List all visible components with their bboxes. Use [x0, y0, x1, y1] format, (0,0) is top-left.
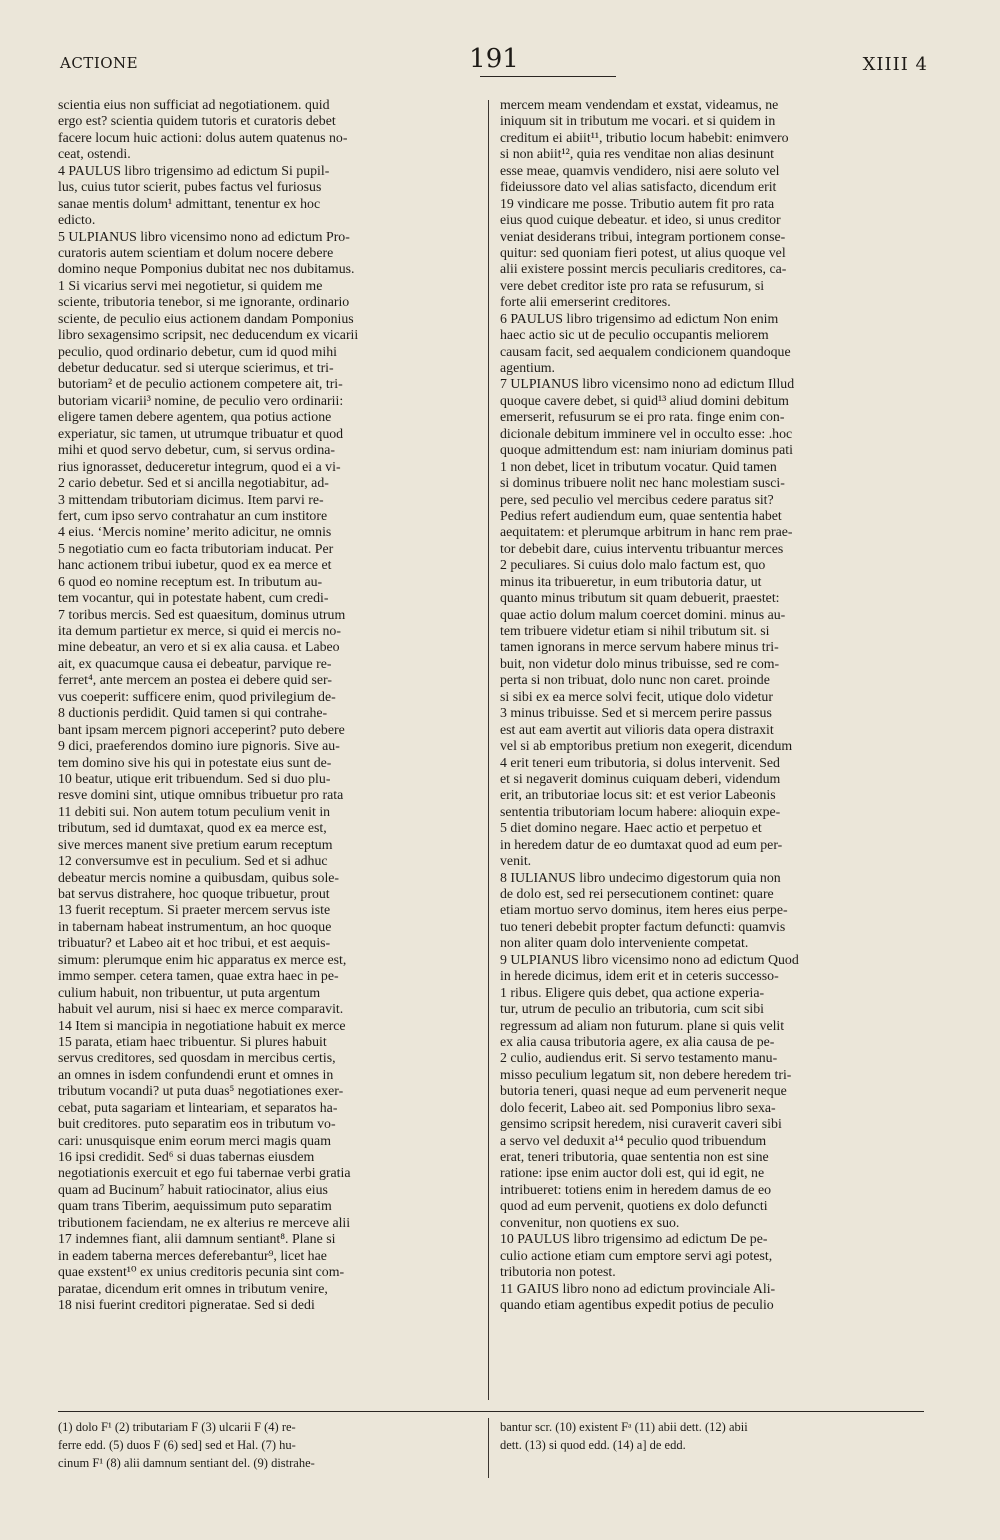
text-line: habuit vel aurum, nisi si haec ex merce comparavit.	[58, 1001, 344, 1017]
text-line: an omnes in isdem confundendi erunt et omnes in	[58, 1066, 334, 1082]
text-line: 1 Si vicarius servi mei negotietur, si quidem me	[58, 277, 323, 293]
running-title: ACTIONE	[60, 54, 139, 72]
text-line: 4 erit teneri eum tributoria, si dolus intervenit. Sed	[500, 754, 780, 770]
text-line: 7 ULPIANUS libro vicensimo nono ad edictum Illud	[500, 376, 795, 392]
text-line: fert, cum ipso servo contrahatur an cum institore	[58, 507, 328, 523]
header-rule	[480, 76, 616, 77]
text-line: alii existere possint mercis peculiaris creditores, ca-	[500, 261, 787, 277]
text-line: mine debeatur, an vero et si ex alia causa. et Labeo	[58, 639, 340, 655]
text-line: peculio, quod ordinario debetur, cum id quod mihi	[58, 343, 337, 359]
text-line: erit, an tributoriae locus sit: et est verior Labeonis	[500, 787, 776, 803]
text-line: eius quod cuique debeatur. et ideo, si unus creditor	[500, 212, 781, 228]
text-line: tributum vocandi? ut puta duas⁵ negotiationes exer-	[58, 1083, 344, 1099]
text-line: 5 negotiatio cum eo facta tributoriam inducat. Per	[58, 540, 334, 556]
text-line: 6 PAULUS libro trigensimo ad edictum Non enim	[500, 310, 779, 326]
text-line: et si negaverit dominus cuiquam deberi, videndum	[500, 770, 781, 786]
text-line: sanae mentis dolum¹ admittant, tenentur ex hoc	[58, 195, 321, 211]
right-text-column	[500, 97, 924, 1313]
text-line: intribueret: totiens enim in heredem damus de eo	[500, 1181, 772, 1197]
text-line: quae actio dolum malum coercet domini. minus au-	[500, 606, 786, 622]
text-line: ita demum partietur ex merce, si quid ei mercis no-	[58, 623, 341, 638]
text-line: si dominus tribuere nolit nec hanc molestiam susci-	[500, 475, 785, 491]
text-line: forte alii emerserint creditores.	[500, 294, 671, 310]
footnote-rule	[58, 1411, 924, 1412]
text-line: mihi et quod servo debetur, cum, si servus ordina-	[58, 442, 336, 458]
text-line: sciente, tributoria tenebor, si me ignorante, ordinario	[58, 294, 350, 310]
text-line: 4 eius. ‘Mercis nomine’ merito adicitur, ne omnis	[58, 524, 332, 540]
footnote-line: bantur scr. (10) existent Fᵃ (11) abii dett. (12) abii	[500, 1420, 748, 1434]
text-line: edicto.	[58, 212, 96, 228]
text-line: 5 diet domino negare. Haec actio et perpetuo et	[500, 820, 762, 836]
section-number: XIIII 4	[862, 54, 928, 75]
text-line: 3 mittendam tributoriam dicimus. Item parvi re-	[58, 491, 324, 507]
text-line: 13 fuerit receptum. Si praeter mercem servus iste	[58, 902, 331, 918]
text-line: butoriam² et de peculio actionem competere ait, tri-	[58, 376, 343, 392]
text-line: servus creditores, sed quosdam in mercibus certis,	[58, 1050, 336, 1066]
text-line: venit.	[500, 853, 532, 869]
text-line: sive merces manent sive pretium earum receptum	[58, 836, 333, 852]
text-line: cari: unusquisque enim eorum merci magis quam	[58, 1132, 331, 1148]
text-line: in eadem taberna merces deferebantur⁹, licet hae	[58, 1247, 327, 1263]
text-line: 11 GAIUS libro nono ad edictum provinciale Ali-	[500, 1280, 776, 1296]
text-line: in herede dicimus, idem erit et in ceteris successo-	[500, 968, 779, 984]
text-line: 4 PAULUS libro trigensimo ad edictum Si pupil-	[58, 162, 330, 178]
text-line: 1 non debet, licet in tributum vocatur. Quid tamen	[500, 458, 777, 474]
text-line: ergo est? scientia quidem tutoris et curatoris debet	[58, 113, 336, 129]
left-text-column	[58, 97, 476, 1313]
text-line: 11 debiti sui. Non autem totum peculium venit in	[58, 803, 331, 819]
text-line: butoriam vicarii³ nomine, de peculio vero ordinarii:	[58, 392, 344, 408]
text-line: 5 ULPIANUS libro vicensimo nono ad edictum Pro-	[58, 228, 350, 244]
text-line: 3 minus tribuisse. Sed et si mercem perire passus	[500, 705, 772, 721]
footnote-line: dett. (13) si quod edd. (14) a] de edd.	[500, 1438, 686, 1452]
text-line: fideiussore dato vel alias satisfacto, dicendum erit	[500, 179, 777, 195]
text-line: Pedius refert audiendum eum, quae sententia habet	[500, 507, 782, 523]
text-line: sciente, de peculio eius actionem dandam Pomponius	[58, 310, 354, 326]
text-line: libro sexagensimo scripsit, nec deducendum ex vicarii	[58, 327, 359, 343]
text-line: minus ita tribueretur, in eum tributoria datur, ut	[500, 573, 762, 589]
text-line: 6 quod eo nomine receptum est. In tributum au-	[58, 573, 323, 589]
text-line: creditum ei abiit¹¹, tributio locum habebit: enimvero	[500, 129, 789, 145]
text-line: quoque admittendum est: nam iniuriam dominus pati	[500, 442, 793, 458]
text-line: 14 Item si mancipia in negotiatione habuit ex merce	[58, 1017, 346, 1033]
text-line: vere debet creditor iste pro rata se refusurum, si	[500, 277, 765, 293]
text-line: culium habuit, non tribuentur, ut puta argentum	[58, 984, 321, 1000]
text-line: rius ignorasset, deduceretur integrum, quod ei a vi-	[58, 458, 341, 474]
text-line: lus, cuius tutor scierit, pubes factus vel furiosus	[58, 179, 322, 195]
text-line: culio actione etiam cum emptore servi agi potest,	[500, 1247, 773, 1263]
text-line: ait, ex quacumque causa ei debeatur, parvique re-	[58, 655, 332, 671]
text-line: quando etiam agentibus expedit potius de peculio	[500, 1296, 774, 1312]
text-line: facere locum huic actioni: dolus autem quatenus no-	[58, 129, 348, 145]
text-line: paratae, dicendum erit omnes in tributum venire,	[58, 1280, 328, 1296]
text-line: quod ad eum pervenit, quotiens ex dolo defuncti	[500, 1198, 768, 1214]
text-line: tem tribuere videtur etiam si nihil tributum sit. si	[500, 623, 770, 638]
text-line: gensimo scripsit heredem, nisi curaverit caveri sibi	[500, 1116, 782, 1132]
text-line: ex alia causa tributoria agere, ex alia causa de pe-	[500, 1033, 775, 1049]
text-line: 10 PAULUS libro trigensimo ad edictum De pe-	[500, 1231, 768, 1247]
text-line: perta si non tribuat, dolo nunc non caret. proinde	[500, 672, 770, 688]
text-line: bat servus distrahere, hoc quoque tribuetur, prout	[58, 886, 330, 901]
text-line: 10 beatur, utique erit tribuendum. Sed si duo plu-	[58, 770, 331, 786]
text-line: 2 cario debetur. Sed et si ancilla negotiabitur, ad-	[58, 475, 329, 491]
text-line: tributoria non potest.	[500, 1264, 616, 1280]
text-line: si non abiit¹², quia res venditae non alias desinunt	[500, 146, 774, 162]
text-line: 12 conversumve est in peculium. Sed et si adhuc	[58, 853, 328, 869]
text-line: domino neque Pomponius dubitat nec nos dubitamus.	[58, 261, 355, 277]
text-line: etiam mortuo servo dominus, item heres eius perpe-	[500, 902, 788, 918]
text-line: esse meae, quamvis vendidero, nisi aere soluto vel	[500, 162, 780, 178]
text-line: 8 IULIANUS libro undecimo digestorum quia non	[500, 869, 781, 885]
text-line: quam ad Bucinum⁷ habuit ratiocinator, alius eius	[58, 1181, 328, 1197]
text-line: ferret⁴, ante mercem an postea ei debere quid ser-	[58, 672, 332, 688]
text-line: de dolo est, sed rei persecutionem continet: quare	[500, 886, 774, 901]
text-line: haec actio sic ut de peculio occupantis meliorem	[500, 327, 769, 343]
text-line: a servo vel deduxit a¹⁴ peculio quod tribuendum	[500, 1132, 767, 1148]
text-line: ratione: ipse enim auctor doli est, qui id egit, ne	[500, 1165, 765, 1181]
text-line: 9 dici, praeferendos domino iure pignoris. Sive au-	[58, 738, 340, 754]
column-divider	[488, 100, 489, 1400]
text-line: non aliter quam dolo interveniente competat.	[500, 935, 749, 951]
text-line: bant ipsam mercem pignori acceperint? puto debere	[58, 721, 345, 737]
text-line: convenitur, non quotiens ex suo.	[500, 1214, 680, 1230]
text-line: butoria teneri, quasi neque ad eum pervenerit neque	[500, 1083, 787, 1099]
text-line: iniquum sit in tributum me vocari. et si quidem in	[500, 113, 776, 129]
text-line: experiatur, sic tamen, ut utrumque tribuatur et quod	[58, 425, 344, 441]
footnote-line: cinum F¹ (8) alii damnum sentiant del. (9) distrahe-	[58, 1456, 315, 1470]
footnotes-right	[500, 1418, 924, 1454]
text-line: tribuatur? et Labeo ait et hoc tribui, et est aequis-	[58, 935, 331, 951]
text-line: scientia eius non sufficiat ad negotiationem. quid	[58, 97, 330, 112]
text-line: quam trans Tiberim, aequissimum puto separatim	[58, 1198, 332, 1214]
text-line: 1 ribus. Eligere quis debet, qua actione experia-	[500, 984, 765, 1000]
text-line: 17 indemnes fiant, alii damnum sentiant⁸. Plane si	[58, 1231, 336, 1247]
text-line: cebat, puta sagariam et lintеariam, et separatos ha-	[58, 1099, 338, 1115]
text-line: causam facit, sed aequalem condicionem quandoque	[500, 343, 791, 359]
text-line: hanc actionem tribui iubetur, quod ex ea merce et	[58, 557, 332, 573]
text-line: tuo teneri debebit propter factum defuncti: quamvis	[500, 918, 786, 934]
text-line: buit, non videtur dolo minus tribuisse, sed re com-	[500, 655, 780, 671]
text-line: ceat, ostendi.	[58, 146, 131, 162]
text-line: in heredem datur de eo dumtaxat quod ad eum per-	[500, 836, 783, 852]
text-line: debetur deducatur. sed si uterque scierimus, et tri-	[58, 360, 334, 375]
page-header	[60, 44, 928, 84]
text-line: curatoris autem scientiam et dolum nocere debere	[58, 244, 334, 260]
text-line: 18 nisi fuerint creditori pigneratae. Sed si dedi	[58, 1296, 315, 1312]
text-line: aequitatem: et plerumque arbitrum in hanc rem prae-	[500, 524, 793, 540]
text-line: quanto minus tributum sit quam debuerit, praestet:	[500, 590, 780, 606]
text-line: tamen ignorans in merce servum habere minus tri-	[500, 639, 779, 655]
text-line: tributionem faciendam, ne ex alterius re merceve alii	[58, 1214, 351, 1230]
footnote-line: (1) dolo F¹ (2) tributariam F (3) ulcarii F (4) re-	[58, 1420, 296, 1434]
text-line: sententia tributoriam locum habere: alioquin expe-	[500, 803, 781, 819]
text-line: tributum, sed id dumtaxat, quod ex ea merce est,	[58, 820, 327, 836]
footnote-divider	[488, 1418, 489, 1478]
text-line: veniat desiderans tribui, integram portionem conse-	[500, 228, 786, 244]
text-line: tur, utrum de peculio an tributoria, cum scit sibi	[500, 1001, 764, 1017]
text-line: vel si ab emptoribus pretium non exegerit, dicendum	[500, 738, 793, 754]
text-line: debeatur mercis nomine a quibusdam, quibus sole-	[58, 869, 340, 885]
text-line: mercem meam vendendam et exstat, videamus, ne	[500, 97, 779, 112]
text-line: tor debebit dare, cuius interventu tribuantur merces	[500, 540, 784, 556]
text-line: vus coeperit: sufficere enim, quod privilegium de-	[58, 688, 336, 704]
text-line: dicionale debitum imminere vel in occulto esse: .hoc	[500, 425, 793, 441]
text-line: misso peculium legatum sit, non debere heredem tri-	[500, 1066, 792, 1082]
text-line: agentium.	[500, 360, 555, 375]
text-line: 8 ductionis perdidit. Quid tamen si qui contrahe-	[58, 705, 328, 721]
text-line: negotiationis exercuit et ego fui tabernae verbi gratia	[58, 1165, 351, 1181]
footnote-line: ferre edd. (5) duos F (6) sed] sed et Hal. (7) hu-	[58, 1438, 296, 1452]
text-line: eligere tamen debere agentem, qua potius actione	[58, 409, 332, 425]
text-line: dolo fecerit, Labeo ait. sed Pomponius libro sexa-	[500, 1099, 776, 1115]
text-line: quoque cavere debet, si quid¹³ aliud domini debitum	[500, 392, 789, 408]
text-line: si sibi ex ea merce solvi fecit, utique dolo videtur	[500, 688, 773, 704]
text-line: 16 ipsi credidit. Sed⁶ si duas tabernas eiusdem	[58, 1149, 315, 1164]
text-line: quitur: sed quoniam fieri potest, ut alius quoque vel	[500, 244, 786, 260]
footnotes-left	[58, 1418, 478, 1472]
text-line: emerserit, refusurum se ei pro rata. finge enim con-	[500, 409, 785, 425]
text-line: est aut eam avertit aut vilioris data opera distraxit	[500, 721, 774, 737]
text-line: erat, teneri tributoria, quae sententia non est sine	[500, 1149, 769, 1164]
text-line: 19 vindicare me posse. Tributio autem fit pro rata	[500, 195, 775, 211]
text-line: simum: plerumque enim hic apparatus ex merce est,	[58, 951, 347, 967]
text-line: regressum ad aliam non futurum. plane si quis velit	[500, 1017, 785, 1033]
text-line: 9 ULPIANUS libro vicensimo nono ad edictum Quod	[500, 951, 799, 967]
text-line: immo semper. cetera tamen, quae extra haec in pe-	[58, 968, 339, 984]
text-line: 7 toribus mercis. Sed est quaesitum, dominus utrum	[58, 606, 346, 622]
text-line: resve domini sint, utique omnibus tribuetur pro rata	[58, 787, 344, 803]
page-number: 191	[469, 44, 519, 74]
text-line: quae exstent¹⁰ ex unius creditoris pecunia sint com-	[58, 1264, 345, 1280]
text-line: buit creditores. puto separatim eos in tributum vo-	[58, 1116, 336, 1132]
text-line: tem vocantur, qui in potestate habent, cum credi-	[58, 590, 329, 606]
text-line: 2 culio, audiendus erit. Si servo testamento manu-	[500, 1050, 778, 1066]
text-line: 15 parata, etiam haec tribuentur. Si plures habuit	[58, 1033, 327, 1049]
text-line: 2 peculiares. Si cuius dolo malo factum est, quo	[500, 557, 766, 573]
text-line: tem domino sive his qui in potestate eius sunt de-	[58, 754, 332, 770]
text-line: pere, sed peculio vel mercibus cedere paratus sit?	[500, 491, 774, 507]
text-line: in tabernam habeat instrumentum, an hoc quoque	[58, 918, 332, 934]
